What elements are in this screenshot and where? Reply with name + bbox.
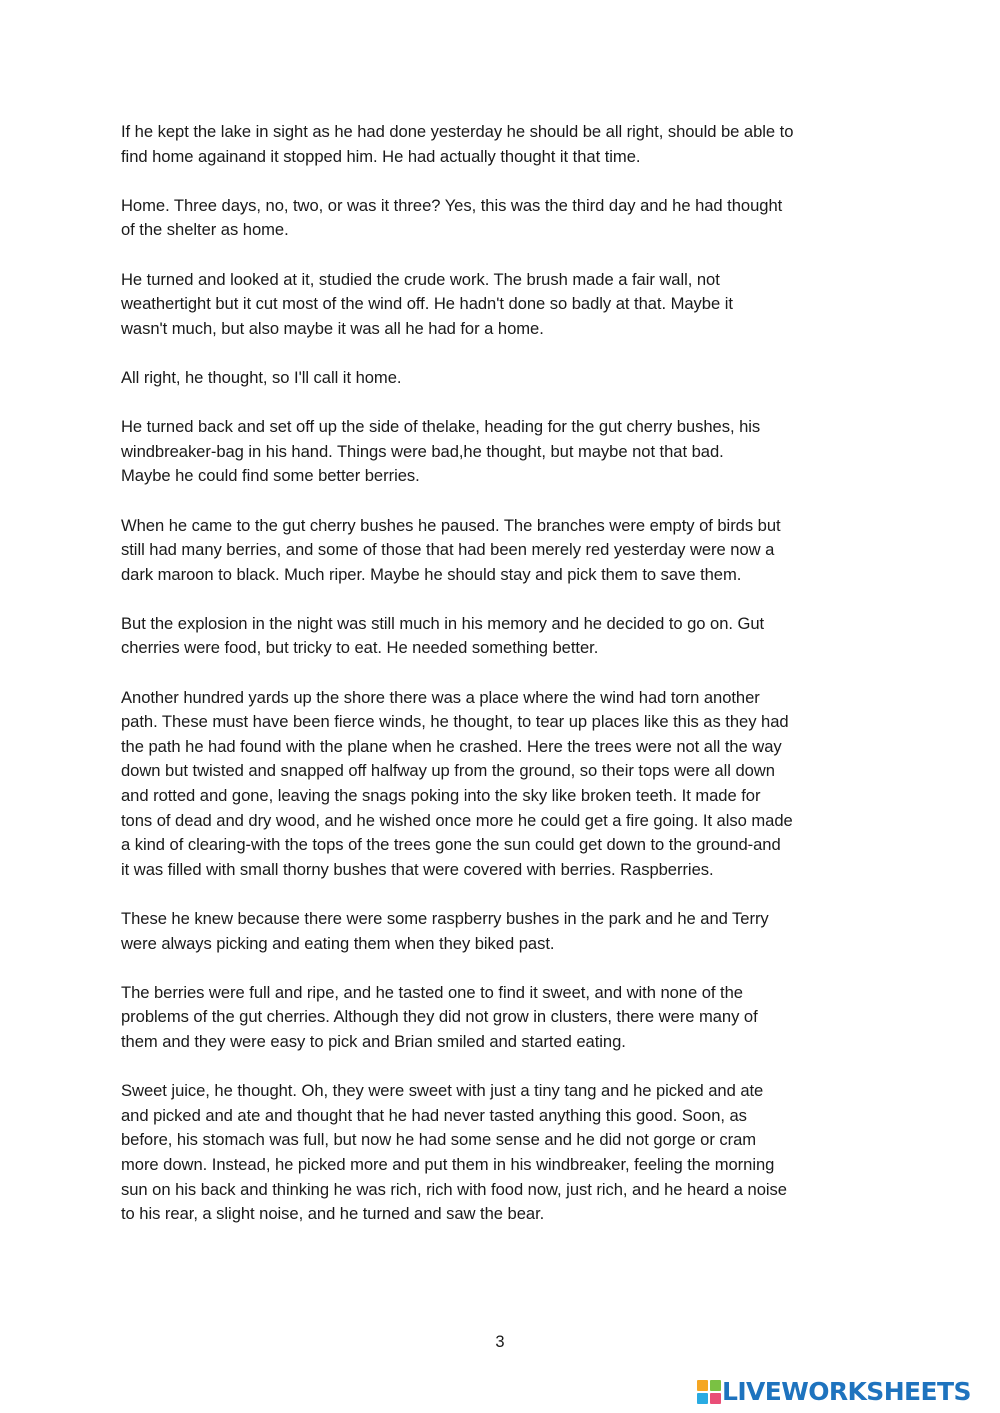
paragraph-8: Another hundred yards up the shore there was a place where the wind had torn another path. These must have been fierce winds, he thought, to tear up places like this as they had the path he had found with the plane when he crashed. Here the trees were not all the way down but twisted and snapped off halfway up from the ground, so their tops were all down and rotted and gone, leaving the snags poking into the sky like broken teeth. It made for tons of dead and dry wood, and he wished once more he could get a fire going. It also made a kind of clearing-with the tops of the trees gone the sun could get down to the ground-and it was filled with small thorny bushes that were covered with berries. Raspberries. — [121, 687, 793, 879]
brand-name: LIVEWORKSHEETS — [722, 1377, 971, 1406]
paragraph-3: He turned and looked at it, studied the crude work. The brush made a fair wall, not weathertight but it cut most of the wind off. He hadn't done so badly at that. Maybe it wasn't much, but also maybe it was all he had for a home. — [121, 269, 733, 338]
paragraph-6: When he came to the gut cherry bushes he paused. The branches were empty of birds but still had many berries, and some of those that had been merely red yesterday were now a dark maroon to black. Much riper. Maybe he should stay and pick them to save them. — [121, 515, 781, 584]
story-text — [121, 120, 881, 1251]
logo-square-4 — [710, 1393, 721, 1404]
paragraph-5: He turned back and set off up the side of thelake, heading for the gut cherry bushes, his windbreaker-bag in his hand. Things were bad,he thought, but maybe not that bad. Maybe he could find some better berries. — [121, 417, 761, 486]
paragraph-2: Home. Three days, no, two, or was it three? Yes, this was the third day and he had thought of the shelter as home. — [121, 195, 783, 240]
liveworksheets-logo-icon — [697, 1380, 721, 1404]
logo-square-1 — [697, 1380, 708, 1391]
paragraph-7: But the explosion in the night was still much in his memory and he decided to go on. Gut cherries were food, but tricky to eat. He needed something better. — [121, 613, 765, 658]
paragraph-9: These he knew because there were some raspberry bushes in the park and he and Terry were always picking and eating them when they biked past. — [121, 909, 769, 953]
paragraph-10: The berries were full and ripe, and he tasted one to find it sweet, and with none of the problems of the gut cherries. Although they did not grow in clusters, there were many of them and they were easy to pick and Brian smiled and started eating. — [121, 982, 758, 1051]
paragraph-11: Sweet juice, he thought. Oh, they were sweet with just a tiny tang and he picked and ate and picked and ate and thought that he had never tasted anything this good. Soon, as before, his stomach was full, but now he had some sense and he did not gorge or cram more down. Instead, he picked more and put them in his windbreaker, feeling the morning sun on his back and thinking he was rich, rich with food now, just rich, and he heard a noise to his rear, a slight noise, and he turned and saw the bear. — [121, 1081, 787, 1224]
logo-square-3 — [697, 1393, 708, 1404]
paragraph-4: All right, he thought, so I'll call it home. — [121, 367, 402, 387]
page-number: 3 — [495, 1333, 505, 1351]
liveworksheets-brand[interactable] — [697, 1377, 971, 1407]
paragraph-1: If he kept the lake in sight as he had done yesterday he should be all right, should be able to find home againand it stopped him. He had actually thought it that time. — [121, 122, 794, 166]
logo-square-2 — [710, 1380, 721, 1391]
